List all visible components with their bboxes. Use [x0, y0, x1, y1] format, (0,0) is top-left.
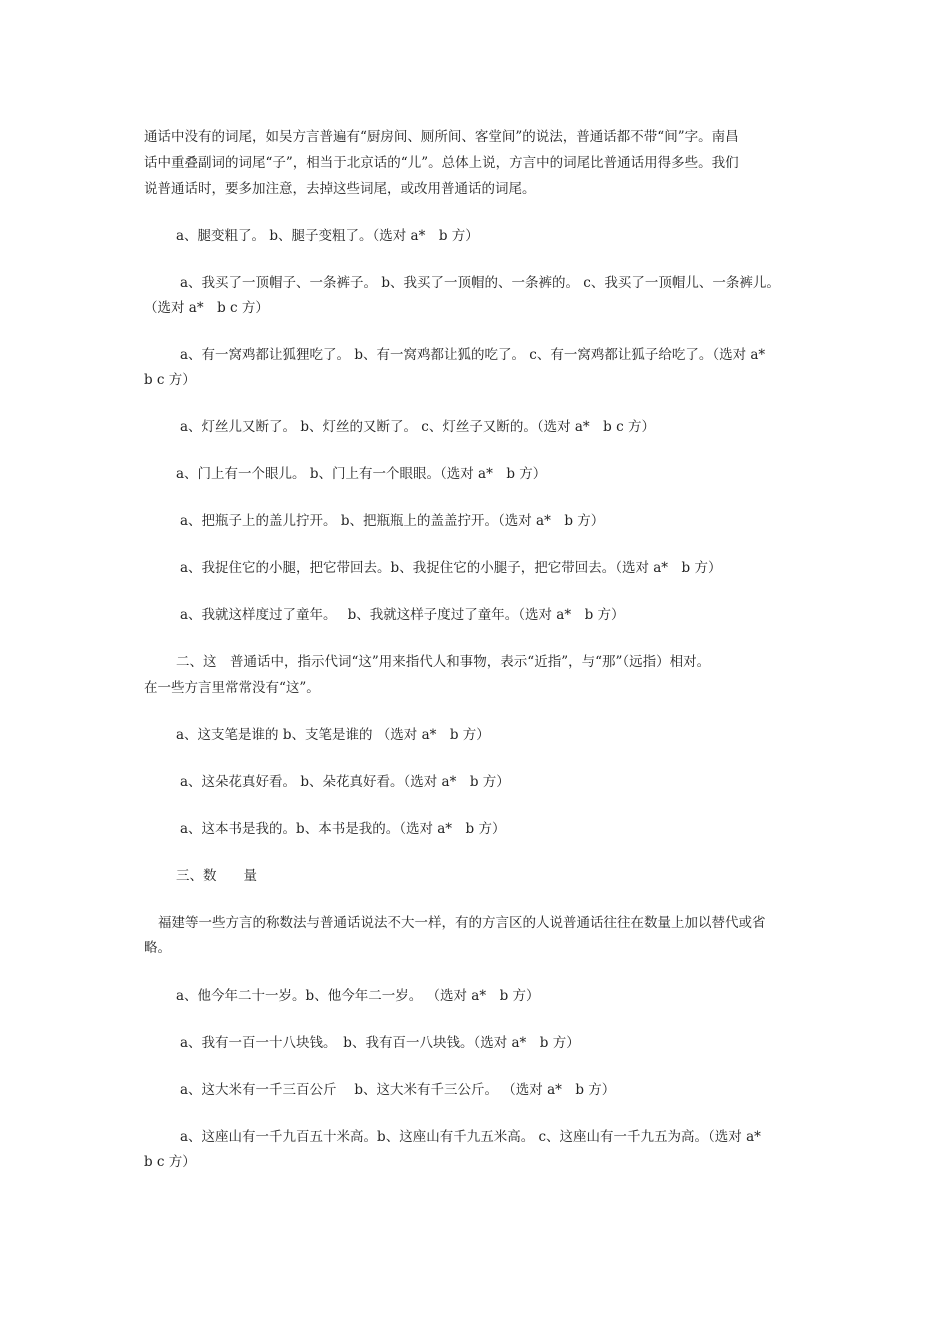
section-heading: 二、这 普通话中，指示代词“这”用来指代人和事物，表示“近指”，与“那”（远指）相对。 — [176, 654, 711, 670]
example-item: a、腿变粗了。 b、腿子变粗了。（选对 a* b 方） — [176, 228, 479, 244]
example-item: a、把瓶子上的盖儿拧开。 b、把瓶瓶上的盖盖拧开。（选对 a* b 方） — [180, 513, 605, 529]
intro-line-2: 话中重叠副词的词尾“子”，相当于北京话的“儿”。总体上说，方言中的词尾比普通话用得多些。我们 — [144, 155, 739, 171]
example-item: a、这本书是我的。b、本书是我的。（选对 a* b 方） — [180, 821, 506, 837]
example-item: a、我就这样度过了童年。 b、我就这样子度过了童年。（选对 a* b 方） — [180, 607, 625, 623]
intro-line-3: 说普通话时，要多加注意，去掉这些词尾，或改用普通话的词尾。 — [144, 181, 536, 197]
example-item: a、这朵花真好看。 b、朵花真好看。（选对 a* b 方） — [180, 774, 510, 790]
example-item: a、这座山有一千九百五十米高。b、这座山有千九五米高。 c、这座山有一千九五为高。（选对 a* — [180, 1129, 761, 1145]
section-heading: 三、数 量 — [176, 868, 257, 884]
section-heading-continuation: 在一些方言里常常没有“这”。 — [144, 680, 320, 696]
example-item: a、我捉住它的小腿，把它带回去。b、我捉住它的小腿子，把它带回去。（选对 a* b 方） — [180, 560, 722, 576]
example-item: a、灯丝儿又断了。 b、灯丝的又断了。 c、灯丝子又断的。（选对 a* b c 方） — [180, 419, 655, 435]
example-item: a、他今年二十一岁。b、他今年二一岁。 （选对 a* b 方） — [176, 988, 540, 1004]
section-intro-line-2: 略。 — [144, 940, 171, 956]
example-item-continuation: b c 方） — [144, 1154, 196, 1170]
example-item: a、这大米有一千三百公斤 b、这大米有千三公斤。 （选对 a* b 方） — [180, 1082, 616, 1098]
example-item-continuation: （选对 a* b c 方） — [144, 300, 269, 316]
example-item: a、我有一百一十八块钱。 b、我有百一八块钱。（选对 a* b 方） — [180, 1035, 580, 1051]
example-item: a、有一窝鸡都让狐狸吃了。 b、有一窝鸡都让狐的吃了。 c、有一窝鸡都让狐子给吃了。（选对 a* — [180, 347, 766, 363]
section-intro-line-1: 福建等一些方言的称数法与普通话说法不大一样，有的方言区的人说普通话往往在数量上加以替代或省 — [158, 915, 766, 931]
example-item: a、这支笔是谁的 b、支笔是谁的 （选对 a* b 方） — [176, 727, 490, 743]
example-item-continuation: b c 方） — [144, 372, 196, 388]
example-item: a、门上有一个眼儿。 b、门上有一个眼眼。（选对 a* b 方） — [176, 466, 547, 482]
example-item: a、我买了一顶帽子、一条裤子。 b、我买了一顶帽的、一条裤的。 c、我买了一顶帽儿、一条裤儿。 — [180, 275, 780, 291]
intro-line-1: 通话中没有的词尾，如吴方言普遍有“厨房间、厕所间、客堂间”的说法，普通话都不带“间”字。南昌 — [144, 129, 739, 145]
